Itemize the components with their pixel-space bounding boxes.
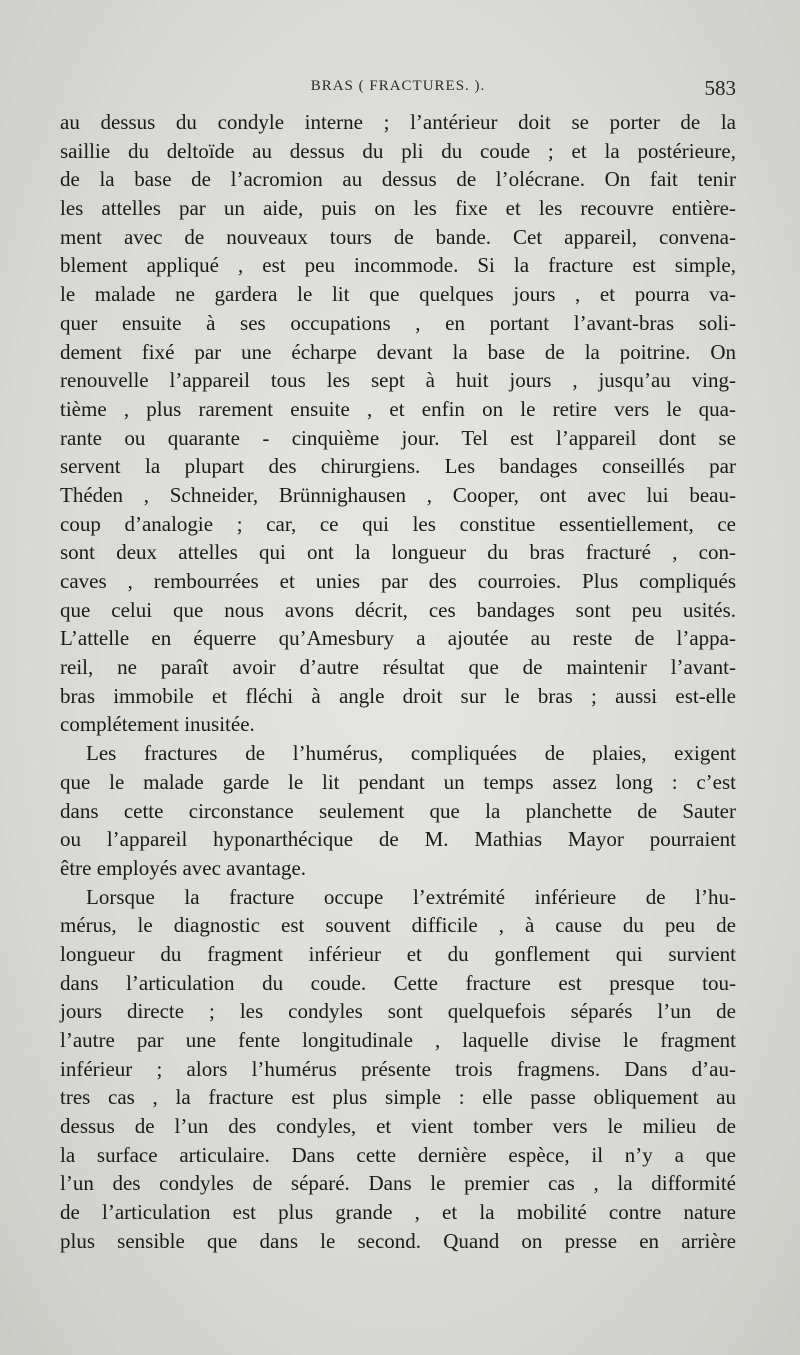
text-line: l’autre par une fente longitudinale , laquelle divise le fragment [60,1028,736,1052]
text-line: Lorsque la fracture occupe l’extrémité inférieure de l’hu- [86,884,736,909]
text-line: plus sensible que dans le second. Quand on presse en arrière [60,1228,736,1253]
text-line: ment avec de nouveaux tours de bande. Cet appareil, convena- [60,224,736,249]
text-line: longueur du fragment inférieur et du gonflement qui survient [60,941,736,966]
text-line: saillie du deltoïde au dessus du pli du coude ; et la postérieure, [60,138,736,163]
text-line: jours directe ; les condyles sont quelquefois séparés l’un de [60,999,736,1024]
text-line: les attelles par un aide, puis on les fixe et les recouvre entière- [60,196,736,221]
text-line: de l’articulation est plus grande , et la mobilité contre nature [60,1200,736,1225]
paragraph-1 [60,108,736,739]
running-head [60,78,736,102]
body-text [60,108,736,1256]
text-line: que celui que nous avons décrit, ces bandages sont peu usités. [60,597,736,622]
running-title: BRAS ( FRACTURES. ). [310,78,486,94]
text-line: coup d’analogie ; car, ce qui les constitue essentiellement, ce [60,511,736,536]
text-line: blement appliqué , est peu incommode. Si la fracture est simple, [60,253,736,278]
text-line: reil, ne paraît avoir d’autre résultat que de maintenir l’avant- [60,655,736,680]
text-line: ou l’appareil hyponarthécique de M. Mathias Mayor pourraient [60,827,736,852]
text-line: caves , rembourrées et unies par des courroies. Plus compliqués [60,569,736,593]
text-line: tième , plus rarement ensuite , et enfin on le retire vers le qua- [60,396,736,421]
text-line: complétement inusitée. [60,712,255,737]
text-line: rante ou quarante - cinquième jour. Tel est l’appareil dont se [60,425,736,450]
text-line: dement fixé par une écharpe devant la base de la poitrine. On [60,339,736,364]
text-line: le malade ne gardera le lit que quelques jours , et pourra va- [60,282,736,307]
text-line: l’un des condyles de séparé. Dans le premier cas , la difformité [60,1171,736,1196]
text-line: Théden , Schneider, Brünnighausen , Cooper, ont avec lui beau- [60,482,736,507]
text-line: de la base de l’acromion au dessus de l’olécrane. On fait tenir [60,167,736,192]
text-line: la surface articulaire. Dans cette dernière espèce, il n’y a que [60,1142,736,1167]
page-number: 583 [704,76,736,100]
text-line: dans l’articulation du coude. Cette fracture est presque tou- [60,970,736,995]
text-line: tres cas , la fracture est plus simple : elle passe obliquement au [60,1085,736,1110]
text-line: au dessus du condyle interne ; l’antérieur doit se porter de la [60,110,736,134]
paragraph-2 [60,739,736,882]
text-line: inférieur ; alors l’humérus présente trois fragmens. Dans d’au- [60,1056,736,1081]
text-line: quer ensuite à ses occupations , en portant l’avant-bras soli- [60,310,736,335]
text-line: L’attelle en équerre qu’Amesbury a ajoutée au reste de l’appa- [60,626,736,651]
text-line: mérus, le diagnostic est souvent difficile , à cause du peu de [60,913,736,938]
text-line: être employés avec avantage. [60,855,307,880]
text-line: bras immobile et fléchi à angle droit sur le bras ; aussi est-elle [60,683,736,708]
text-line: Les fractures de l’humérus, compliquées de plaies, exigent [86,741,736,766]
text-line: sont deux attelles qui ont la longueur du bras fracturé , con- [60,540,736,565]
text-line: dans cette circonstance seulement que la planchette de Sauter [60,798,736,823]
text-line: que le malade garde le lit pendant un temps assez long : c’est [60,769,736,794]
text-line: dessus de l’un des condyles, et vient tomber vers le milieu de [60,1114,736,1139]
text-line: renouvelle l’appareil tous les sept à huit jours , jusqu’au ving- [60,368,736,393]
paragraph-3 [60,883,736,1256]
text-line: servent la plupart des chirurgiens. Les bandages conseillés par [60,454,736,479]
